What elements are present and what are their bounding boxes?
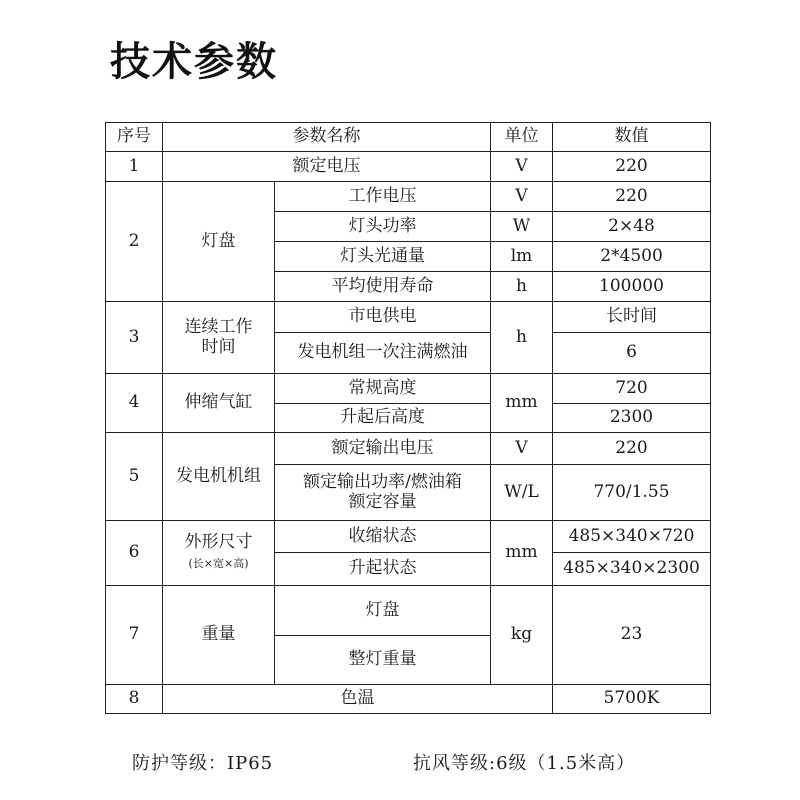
table-row	[106, 433, 711, 465]
cell-value: 220	[553, 152, 711, 182]
cell-index: 2	[106, 182, 163, 302]
cell-name: 额定输出电压	[275, 433, 491, 465]
cell-name: 发电机组一次注满燃油	[275, 333, 491, 374]
header-index: 序号	[106, 123, 163, 152]
cell-name: 平均使用寿命	[275, 272, 491, 302]
cell-value: 长时间	[553, 302, 711, 333]
cell-value: 485×340×720	[553, 521, 711, 553]
table-row	[106, 374, 711, 404]
cell-group: 重量	[163, 586, 275, 685]
cell-group-sub: (长×宽×高)	[188, 557, 249, 570]
header-name: 参数名称	[163, 123, 491, 152]
cell-value: 100000	[553, 272, 711, 302]
cell-name	[275, 465, 491, 521]
cell-value: 2*4500	[553, 242, 711, 272]
header-value: 数值	[553, 123, 711, 152]
cell-name: 收缩状态	[275, 521, 491, 553]
cell-unit: kg	[491, 586, 553, 685]
cell-group-line1: 外形尺寸	[184, 532, 253, 553]
cell-name: 升起状态	[275, 553, 491, 586]
table-header-row	[106, 123, 711, 152]
cell-unit: V	[491, 152, 553, 182]
cell-value: 6	[553, 333, 711, 374]
cell-index: 8	[106, 685, 163, 714]
cell-index: 3	[106, 302, 163, 374]
cell-value: 2×48	[553, 212, 711, 242]
cell-group-line1: 连续工作	[184, 316, 253, 337]
cell-value: 220	[553, 182, 711, 212]
cell-name: 工作电压	[275, 182, 491, 212]
cell-index: 6	[106, 521, 163, 586]
table-row	[106, 521, 711, 553]
cell-unit: h	[491, 302, 553, 374]
protection-rating: 防护等级：IP65	[132, 753, 274, 774]
cell-value: 720	[553, 374, 711, 404]
cell-name-line2: 额定容量	[348, 491, 417, 512]
cell-name: 灯盘	[275, 586, 491, 636]
cell-group-line2: 时间	[201, 336, 236, 357]
wind-rating: 抗风等级:6级（1.5米高）	[413, 753, 636, 774]
cell-unit: h	[491, 272, 553, 302]
cell-name: 市电供电	[275, 302, 491, 333]
cell-group	[163, 302, 275, 374]
cell-value: 770/1.55	[553, 465, 711, 521]
table-row	[106, 302, 711, 333]
cell-name: 额定电压	[163, 152, 491, 182]
table-row	[106, 182, 711, 212]
cell-group: 发电机机组	[163, 433, 275, 521]
cell-name: 灯头功率	[275, 212, 491, 242]
spec-table	[105, 122, 711, 714]
cell-unit: lm	[491, 242, 553, 272]
cell-unit: V	[491, 182, 553, 212]
cell-value: 23	[553, 586, 711, 685]
page-title: 技术参数	[110, 39, 278, 85]
cell-value: 220	[553, 433, 711, 465]
cell-name: 整灯重量	[275, 636, 491, 685]
cell-value: 485×340×2300	[553, 553, 711, 586]
cell-name: 升起后高度	[275, 404, 491, 433]
cell-index: 7	[106, 586, 163, 685]
table-row	[106, 152, 711, 182]
cell-value: 5700K	[553, 685, 711, 714]
cell-index: 5	[106, 433, 163, 521]
cell-unit: mm	[491, 521, 553, 586]
cell-index: 1	[106, 152, 163, 182]
cell-group	[163, 521, 275, 586]
cell-unit: W	[491, 212, 553, 242]
cell-name-line1: 额定输出功率/燃油箱	[303, 471, 462, 492]
cell-name: 色温	[163, 685, 553, 714]
header-unit: 单位	[491, 123, 553, 152]
cell-index: 4	[106, 374, 163, 433]
cell-group: 伸缩气缸	[163, 374, 275, 433]
cell-name: 常规高度	[275, 374, 491, 404]
cell-unit: mm	[491, 374, 553, 433]
cell-name: 灯头光通量	[275, 242, 491, 272]
cell-unit: V	[491, 433, 553, 465]
cell-unit: W/L	[491, 465, 553, 521]
cell-value: 2300	[553, 404, 711, 433]
table-row	[106, 685, 711, 714]
cell-group: 灯盘	[163, 182, 275, 302]
table-row	[106, 586, 711, 636]
